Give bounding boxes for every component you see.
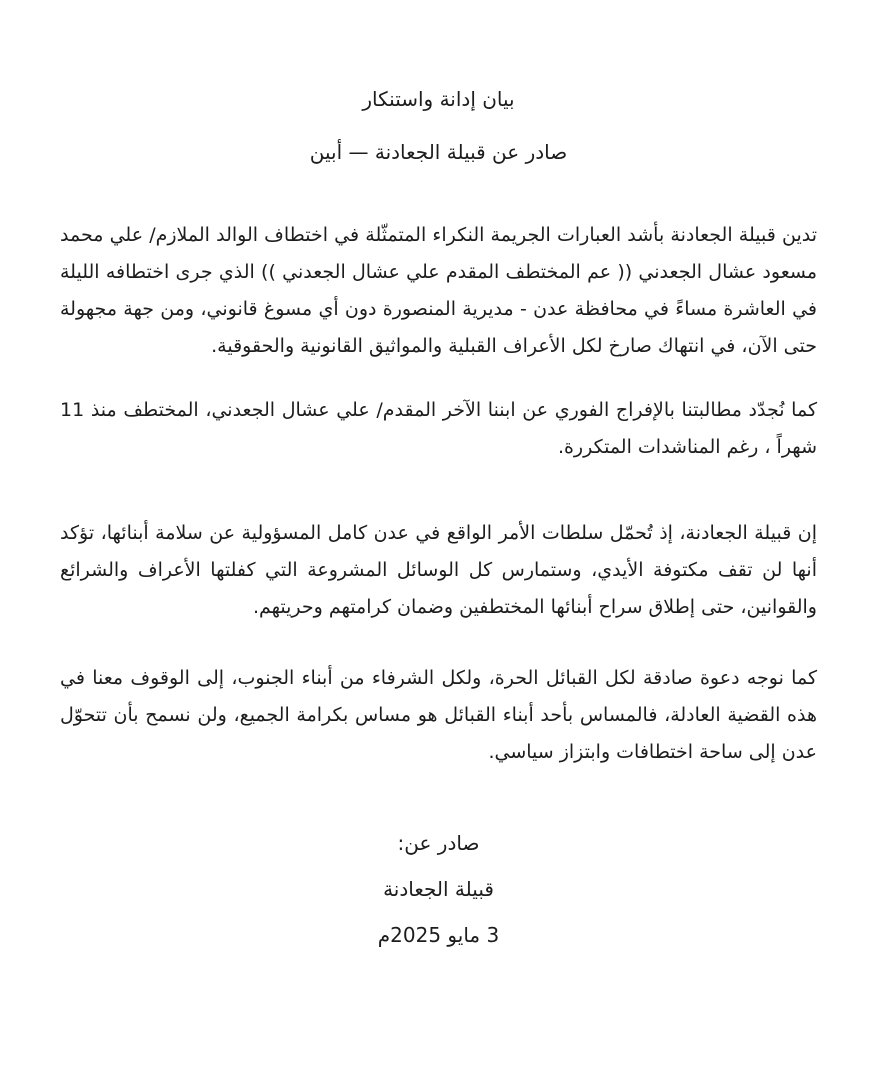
paragraph-condemnation: تدين قبيلة الجعادنة بأشد العبارات الجريمة النكراء المتمثّلة في اختطاف الوالد الملازم/ علي محمد مسعود عشال الجعدني (( عم المختطف المقدم علي عشال الجعدني )) الذي جرى اختطافه الليلة في العاشرة مساءً في محافظة عدن - مديرية المنصورة دون أي مسوغ قانوني، ومن جهة مجهولة حتى الآن، في انتهاك صارخ لكل الأعراف القبلية والمواثيق القانونية والحقوقية.: [60, 224, 817, 357]
issued-by-label: صادر عن:: [397, 831, 480, 855]
signature-block: [60, 820, 817, 958]
paragraph-responsibility: إن قبيلة الجعادنة، إذ تُحمّل سلطات الأمر الواقع في عدن كامل المسؤولية عن سلامة أبنائها، تؤكد أنها لن تقف مكتوفة الأيدي، وستمارس كل الوسائل المشروعة التي كفلتها الأعراف والشرائع والقوانين، حتى إطلاق سراح أبنائها المختطفين وضمان كرامتهم وحريتهم.: [60, 522, 817, 618]
issue-date: 3 مايو 2025م: [377, 923, 500, 947]
issuer-name: قبيلة الجعادنة: [383, 877, 494, 901]
paragraph-release-demand: كما نُجدّد مطالبتنا بالإفراج الفوري عن ابننا الآخر المقدم/ علي عشال الجعدني، المختطف منذ 11 شهراً ، رغم المناشدات المتكررة.: [60, 399, 817, 458]
document-title: بيان إدانة واستنكار: [362, 87, 515, 111]
document-subtitle: صادر عن قبيلة الجعادنة — أبين: [309, 140, 568, 164]
paragraph-call-to-tribes: كما نوجه دعوة صادقة لكل القبائل الحرة، ولكل الشرفاء من أبناء الجنوب، إلى الوقوف معنا في هذه القضية العادلة، فالمساس بأحد أبناء القبائل هو مساس بكرامة الجميع، ولن نسمح بأن تتحوّل عدن إلى ساحة اختطافات وابتزاز سياسي.: [60, 667, 817, 763]
